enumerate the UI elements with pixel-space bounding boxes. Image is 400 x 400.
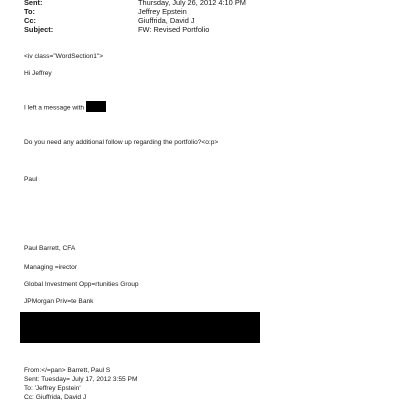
message-line-text: I left a message with [24, 104, 85, 112]
forwarded-to: To: 'Jeffrey Epstein' [24, 385, 81, 392]
signature-name: Paul Barrett, CFA [24, 245, 76, 252]
cc-label: Cc: [24, 16, 36, 25]
subject-label: Subject: [24, 25, 54, 34]
message-line [24, 102, 106, 113]
forwarded-from: From:</=pan> Barrett, Paul S [24, 367, 111, 374]
to-label: To: [24, 7, 35, 16]
signature-group: Global Investment Opp=rtunities Group [24, 281, 139, 288]
subject-value: FW: Revised Portfolio [138, 25, 210, 34]
signoff-text: Paul [24, 176, 38, 183]
signature-bank: JPMorgan Priv=te Bank [24, 298, 94, 305]
forwarded-sent: Sent: Tuesday= July 17, 2012 3:55 PM [24, 376, 138, 383]
div-artifact-text: <iv class="WordSection1"> [24, 53, 104, 60]
cc-value: Giuffrida, David J [138, 16, 195, 25]
redaction-block [20, 312, 260, 343]
greeting-text: Hi Jeffrey [24, 70, 52, 77]
question-text: Do you need any additional follow up regarding the portfolio?<o:p> [24, 139, 219, 146]
to-value: Jeffrey Epstein [138, 7, 187, 16]
redaction-inline [86, 101, 106, 112]
sent-label: Sent: [24, 0, 43, 7]
forwarded-cc: Cc: Giuffrida, David J [24, 394, 87, 400]
sent-value: Thursday, July 26, 2012 4:10 PM [138, 0, 246, 7]
signature-title: Managing =irector [24, 264, 77, 271]
